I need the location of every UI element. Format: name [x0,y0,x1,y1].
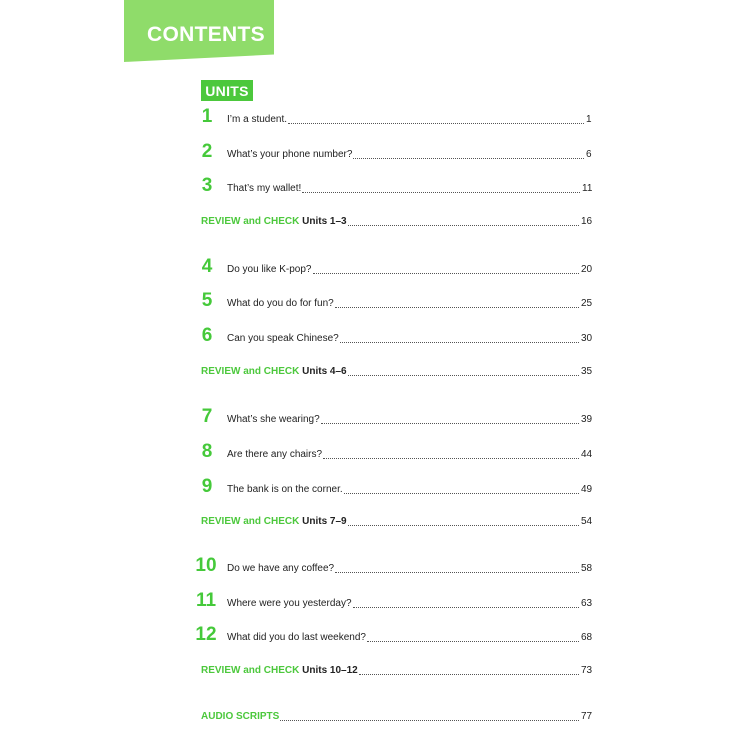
unit-title: I’m a student. [227,114,288,125]
unit-title: That’s my wallet! [227,183,302,194]
toc-entry[interactable] [0,142,750,166]
review-and-check-text: REVIEW and CHECK [201,516,303,527]
page-number: 6 [586,149,592,160]
unit-number: 1 [201,106,213,127]
review-label [201,665,359,676]
page-number: 16 [581,216,593,227]
unit-number: 3 [201,175,213,196]
dot-leader [321,423,579,424]
page-number: 30 [581,333,593,344]
page-number: 35 [581,366,593,377]
unit-title: Are there any chairs? [227,449,323,460]
unit-number: 11 [195,590,217,611]
dot-leader [280,720,579,721]
unit-number: 7 [201,406,213,427]
unit-number: 5 [201,290,213,311]
unit-title: The bank is on the corner. [227,484,343,495]
dot-leader [367,641,579,642]
dot-leader [359,674,579,675]
toc-entry[interactable] [0,704,750,728]
page-number: 49 [581,484,593,495]
dot-leader [353,607,579,608]
page-number: 1 [586,114,592,125]
toc-entry[interactable] [0,326,750,350]
page-number: 77 [581,711,593,722]
review-units-text: Units 10–12 [302,665,358,676]
dot-leader [340,342,579,343]
review-and-check-text: REVIEW and CHECK [201,216,303,227]
page-number: 11 [582,183,593,194]
page-number: 58 [581,563,593,574]
toc-entry[interactable] [0,359,750,383]
unit-title: Do we have any coffee? [227,563,335,574]
dot-leader [335,307,579,308]
review-and-check-text: REVIEW and CHECK [201,366,303,377]
dot-leader [344,493,579,494]
page-number: 39 [581,414,593,425]
review-units-text: Units 4–6 [302,366,347,377]
review-and-check-text: REVIEW and CHECK [201,665,303,676]
dot-leader [348,225,579,226]
unit-number: 12 [195,624,217,645]
dot-leader [353,158,584,159]
page-number: 54 [581,516,593,527]
unit-number: 10 [195,555,217,576]
review-units-text: Units 1–3 [302,216,347,227]
dot-leader [348,375,579,376]
page-number: 73 [581,665,593,676]
unit-number: 9 [201,476,213,497]
dot-leader [348,525,579,526]
toc-entry[interactable] [0,176,750,200]
review-label [201,216,348,227]
unit-number: 8 [201,441,213,462]
toc-entry[interactable] [0,625,750,649]
page-title: CONTENTS [147,23,265,46]
review-label [201,516,348,527]
page-number: 68 [581,632,593,643]
audio-scripts-text: AUDIO SCRIPTS [201,711,280,722]
unit-number: 6 [201,325,213,346]
dot-leader [288,123,584,124]
toc-entry[interactable] [0,407,750,431]
toc-entry[interactable] [0,442,750,466]
unit-title: Where were you yesterday? [227,598,352,609]
toc-entry[interactable] [0,658,750,682]
dot-leader [302,192,580,193]
page-number: 63 [581,598,593,609]
dot-leader [313,273,579,274]
page-number: 25 [581,298,593,309]
toc-entry[interactable] [0,107,750,131]
unit-title: What did you do last weekend? [227,632,366,643]
unit-title: What’s she wearing? [227,414,320,425]
unit-number: 4 [201,256,213,277]
units-section-label: UNITS [201,80,253,101]
toc-entry[interactable] [0,209,750,233]
toc-entry[interactable] [0,591,750,615]
unit-title: Do you like K-pop? [227,264,312,275]
toc-entry[interactable] [0,291,750,315]
toc-entry[interactable] [0,257,750,281]
toc-entry[interactable] [0,556,750,580]
dot-leader [335,572,579,573]
toc-entry[interactable] [0,477,750,501]
dot-leader [323,458,579,459]
unit-title: What’s your phone number? [227,149,353,160]
page-number: 20 [581,264,593,275]
page-number: 44 [581,449,593,460]
toc-entry[interactable] [0,509,750,533]
unit-title: Can you speak Chinese? [227,333,339,344]
audio-scripts-label [201,711,280,722]
review-label [201,366,348,377]
unit-number: 2 [201,141,213,162]
unit-title: What do you do for fun? [227,298,334,309]
review-units-text: Units 7–9 [302,516,347,527]
